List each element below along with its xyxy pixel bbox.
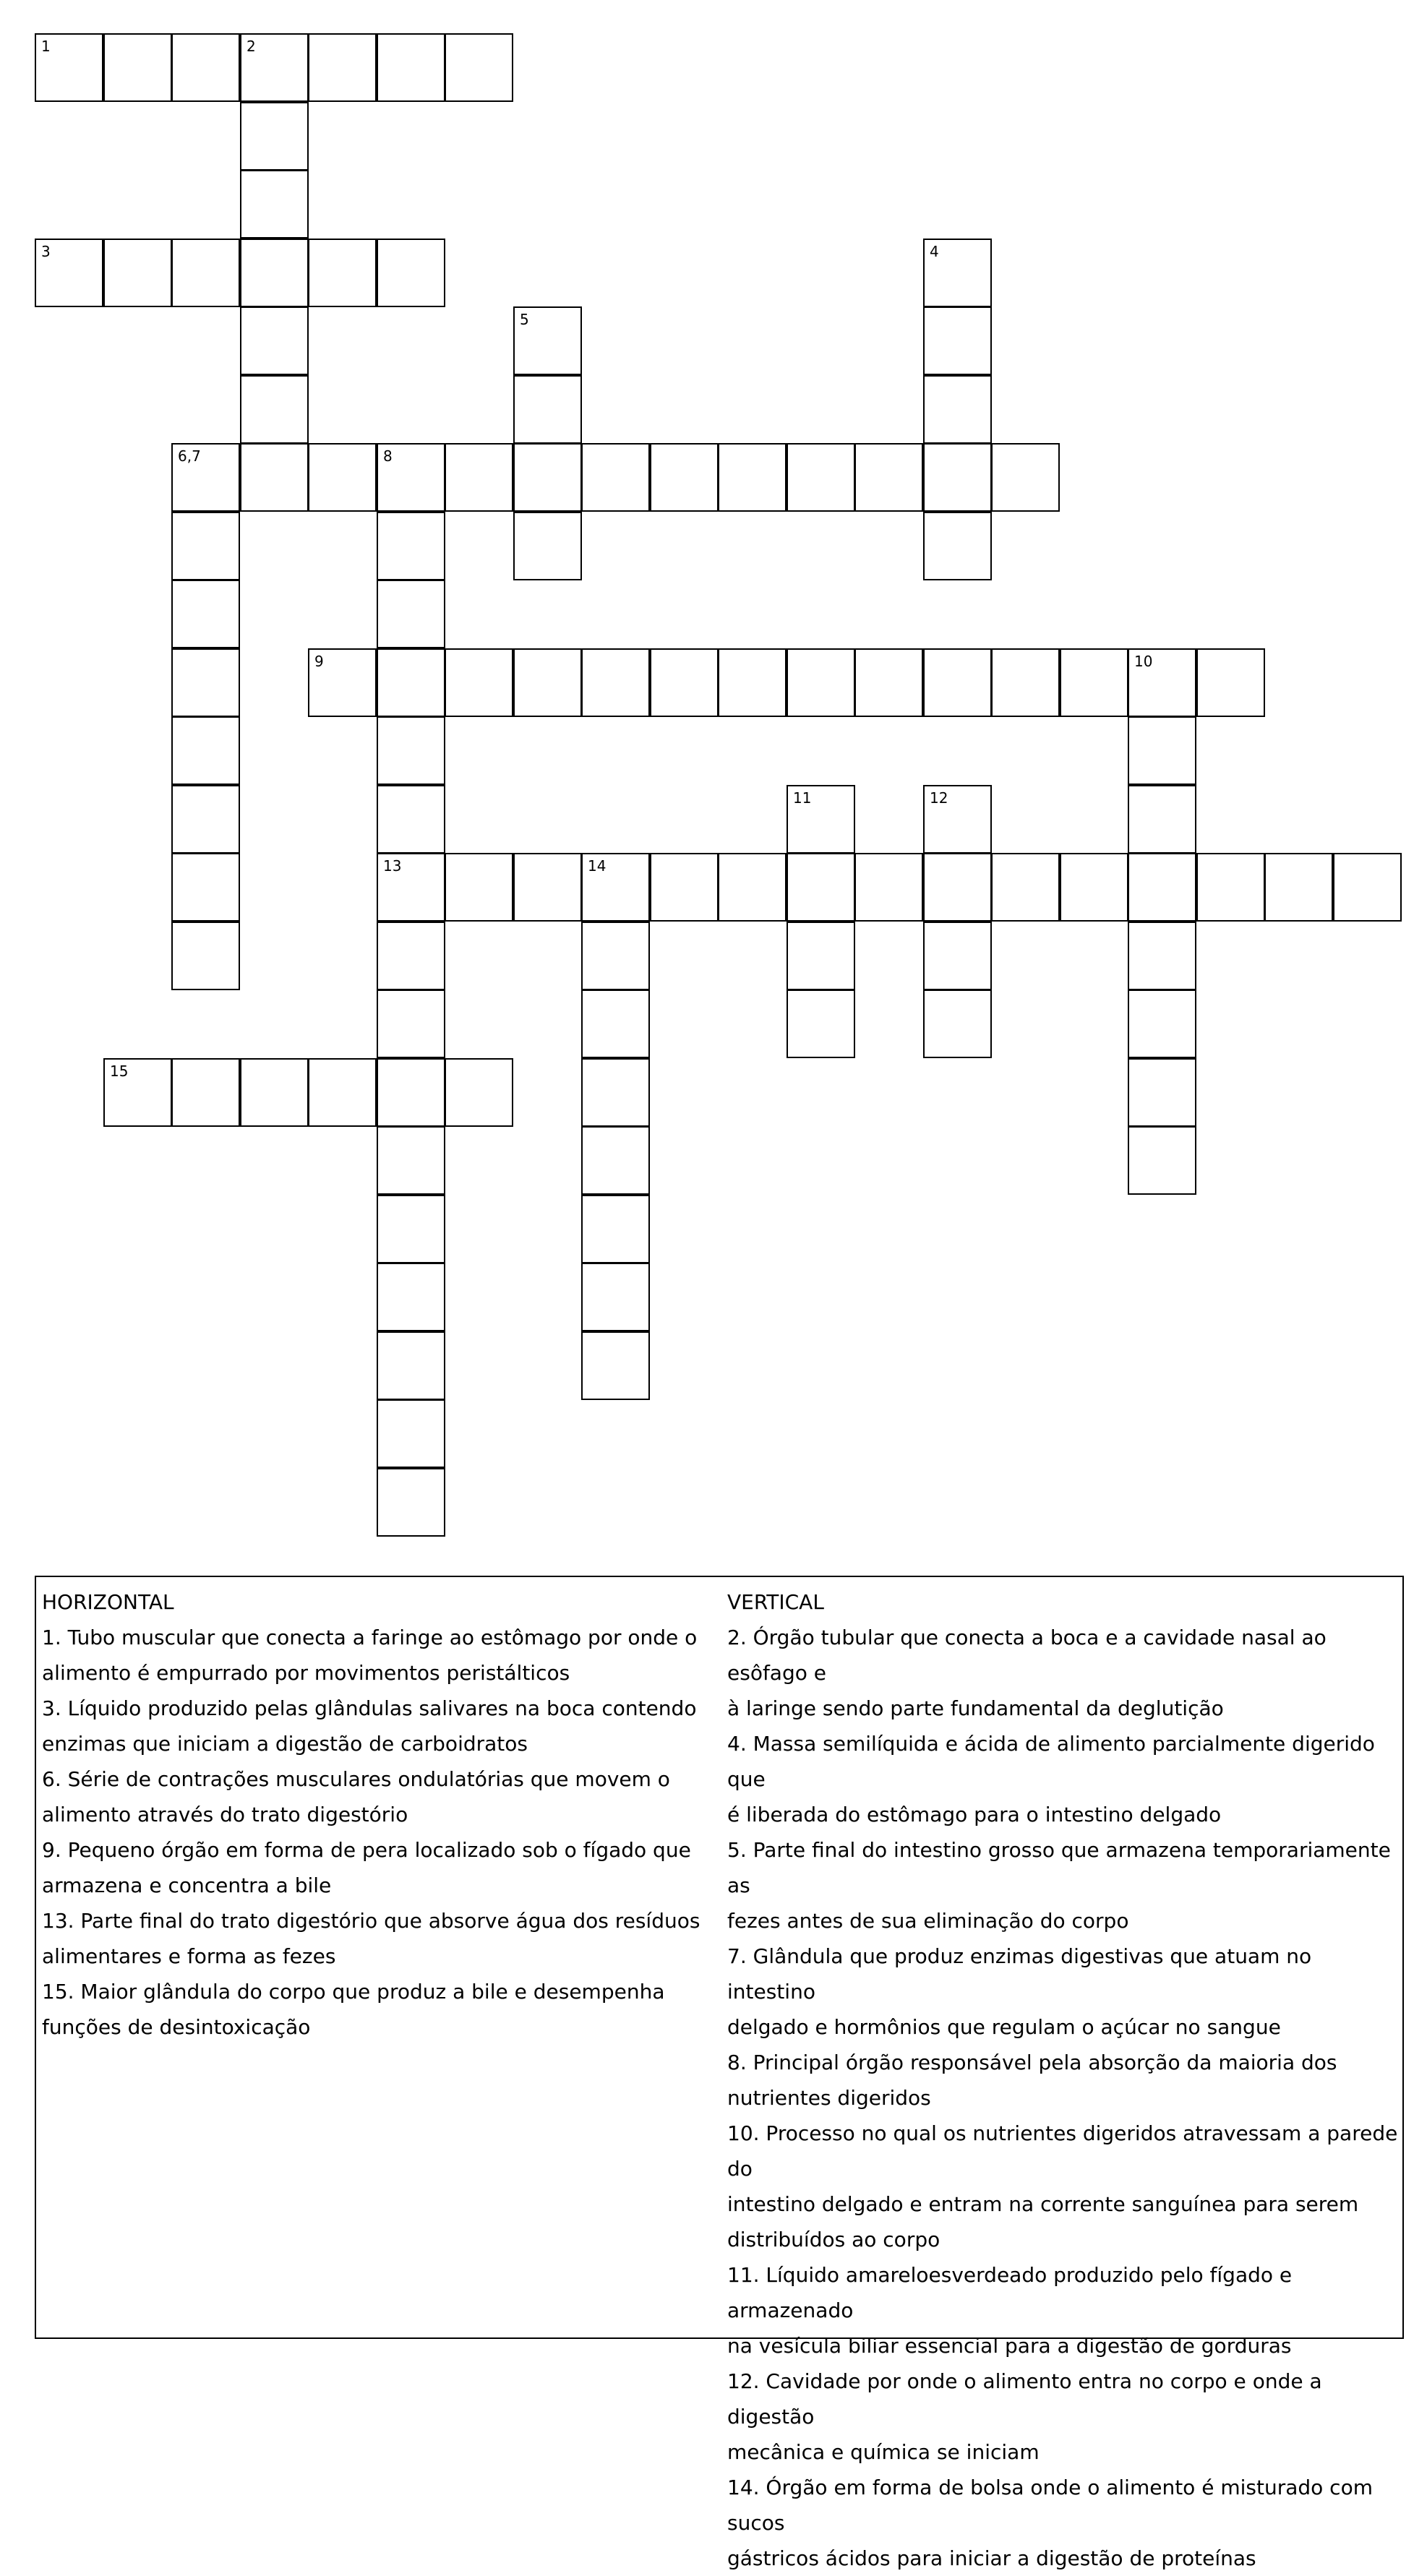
- crossword-cell[interactable]: [787, 648, 855, 717]
- clue-line: na vesícula biliar essencial para a digestão de gorduras: [727, 2334, 1292, 2358]
- clue-line: à laringe sendo parte fundamental da deglutição: [727, 1696, 1224, 1720]
- crossword-cell[interactable]: [1333, 853, 1402, 922]
- crossword-cell[interactable]: [787, 785, 855, 854]
- crossword-cell[interactable]: [854, 443, 923, 512]
- crossword-cell[interactable]: [581, 922, 650, 990]
- clue-line: mecânica e química se iniciam: [727, 2440, 1040, 2464]
- clue-line: 13. Parte final do trato digestório que absorve água dos resíduos: [42, 1909, 700, 1933]
- crossword-cell[interactable]: [377, 1058, 445, 1127]
- clue-line: funções de desintoxicação: [42, 2015, 311, 2039]
- clue-line: 1. Tubo muscular que conecta a faringe ao estômago por onde o: [42, 1626, 698, 1649]
- crossword-cell[interactable]: [445, 648, 513, 717]
- crossword-cell[interactable]: [581, 1195, 650, 1263]
- crossword-cell[interactable]: [103, 239, 172, 307]
- crossword-cell[interactable]: [854, 853, 923, 922]
- crossword-cell[interactable]: [854, 648, 923, 717]
- crossword-cell[interactable]: [240, 306, 309, 375]
- crossword-cell[interactable]: [171, 1058, 240, 1127]
- crossword-cell[interactable]: [923, 989, 992, 1058]
- crossword-cell[interactable]: [581, 1263, 650, 1331]
- crossword-cell[interactable]: [103, 33, 172, 102]
- crossword-cell[interactable]: [377, 785, 445, 854]
- crossword-cell[interactable]: [650, 443, 719, 512]
- crossword-cell[interactable]: [171, 239, 240, 307]
- clue-line: 4. Massa semilíquida e ácida de alimento parcialmente digerido que: [727, 1732, 1375, 1791]
- crossword-cell[interactable]: [513, 512, 582, 580]
- clue-line: enzimas que iniciam a digestão de carboidratos: [42, 1732, 528, 1756]
- clue-number: 6,7: [178, 447, 201, 465]
- crossword-cell[interactable]: [787, 922, 855, 990]
- crossword-cell[interactable]: [1128, 922, 1196, 990]
- crossword-cell[interactable]: [923, 785, 992, 854]
- crossword-cell[interactable]: [377, 443, 445, 512]
- crossword-cell[interactable]: [240, 33, 309, 102]
- crossword-cell[interactable]: [240, 1058, 309, 1127]
- crossword-cell[interactable]: [377, 1263, 445, 1331]
- crossword-cell[interactable]: [650, 853, 719, 922]
- crossword-cell[interactable]: [35, 33, 103, 102]
- crossword-cell[interactable]: [513, 443, 582, 512]
- crossword-cell[interactable]: [377, 648, 445, 717]
- clues-panel: [35, 1576, 1404, 2570]
- clue-number: 13: [383, 857, 402, 875]
- crossword-cell[interactable]: [1128, 989, 1196, 1058]
- crossword-cell[interactable]: [1060, 853, 1128, 922]
- crossword-cell[interactable]: [923, 239, 992, 307]
- clue-line: fezes antes de sua eliminação do corpo: [727, 1909, 1129, 1933]
- clue-number: 2: [247, 38, 256, 55]
- crossword-cell[interactable]: [308, 648, 377, 717]
- crossword-cell[interactable]: [513, 306, 582, 375]
- clue-number: 14: [588, 857, 607, 875]
- crossword-cell[interactable]: [581, 1331, 650, 1400]
- crossword-cell[interactable]: [377, 1195, 445, 1263]
- horizontal-clues-column: [42, 1584, 707, 2045]
- crossword-cell[interactable]: [171, 853, 240, 922]
- clue-number: 1: [41, 38, 51, 55]
- clue-line: 10. Processo no qual os nutrientes digeridos atravessam a parede do: [727, 2121, 1398, 2181]
- crossword-cell[interactable]: [923, 853, 992, 922]
- crossword-cell[interactable]: [308, 33, 377, 102]
- clue-number: 12: [930, 789, 948, 807]
- clue-line: 11. Líquido amareloesverdeado produzido pelo fígado e armazenado: [727, 2263, 1293, 2322]
- clue-line: armazena e concentra a bile: [42, 1873, 332, 1897]
- clue-number: 10: [1134, 653, 1153, 670]
- crossword-cell[interactable]: [718, 443, 787, 512]
- crossword-cell[interactable]: [991, 853, 1060, 922]
- crossword-cell[interactable]: [513, 648, 582, 717]
- clue-line: 5. Parte final do intestino grosso que armazena temporariamente as: [727, 1838, 1391, 1897]
- crossword-cell[interactable]: [923, 375, 992, 444]
- crossword-cell[interactable]: [1128, 853, 1196, 922]
- crossword-cell[interactable]: [581, 648, 650, 717]
- crossword-cell[interactable]: [1128, 785, 1196, 854]
- crossword-cell[interactable]: [718, 853, 787, 922]
- crossword-cell[interactable]: [445, 853, 513, 922]
- crossword-cell[interactable]: [308, 239, 377, 307]
- crossword-cell[interactable]: [377, 512, 445, 580]
- clue-line: 2. Órgão tubular que conecta a boca e a cavidade nasal ao esôfago e: [727, 1626, 1327, 1685]
- crossword-cell[interactable]: [377, 1468, 445, 1537]
- crossword-cell[interactable]: [581, 1126, 650, 1195]
- crossword-cell[interactable]: [1128, 648, 1196, 717]
- crossword-cell[interactable]: [1128, 716, 1196, 785]
- crossword-cell[interactable]: [1060, 648, 1128, 717]
- clue-line: 12. Cavidade por onde o alimento entra no corpo e onde a digestão: [727, 2369, 1322, 2429]
- crossword-cell[interactable]: [787, 853, 855, 922]
- crossword-cell[interactable]: [308, 443, 377, 512]
- crossword-cell[interactable]: [377, 853, 445, 922]
- crossword-cell[interactable]: [445, 1058, 513, 1127]
- clue-line: alimentares e forma as fezes: [42, 1944, 336, 1968]
- crossword-cell[interactable]: [445, 33, 513, 102]
- crossword-cell[interactable]: [581, 989, 650, 1058]
- clue-number: 15: [110, 1062, 129, 1080]
- clue-line: 9. Pequeno órgão em forma de pera localizado sob o fígado que: [42, 1838, 691, 1862]
- clue-line: 3. Líquido produzido pelas glândulas salivares na boca contendo: [42, 1696, 697, 1720]
- crossword-cell[interactable]: [1264, 853, 1333, 922]
- crossword-cell[interactable]: [923, 512, 992, 580]
- crossword-cell[interactable]: [513, 853, 582, 922]
- crossword-cell[interactable]: [171, 443, 240, 512]
- crossword-cell[interactable]: [650, 648, 719, 717]
- clue-number: 8: [383, 447, 393, 465]
- crossword-cell[interactable]: [171, 785, 240, 854]
- crossword-cell[interactable]: [991, 443, 1060, 512]
- clue-line: delgado e hormônios que regulam o açúcar no sangue: [727, 2015, 1281, 2039]
- clue-line: alimento é empurrado por movimentos peristálticos: [42, 1661, 570, 1685]
- crossword-cell[interactable]: [1128, 1126, 1196, 1195]
- crossword-cell[interactable]: [240, 375, 309, 444]
- crossword-cell[interactable]: [377, 239, 445, 307]
- crossword-cell[interactable]: [718, 648, 787, 717]
- crossword-cell[interactable]: [377, 1126, 445, 1195]
- crossword-cell[interactable]: [377, 1399, 445, 1468]
- crossword-cell[interactable]: [240, 239, 309, 307]
- crossword-cell[interactable]: [35, 239, 103, 307]
- crossword-cell[interactable]: [377, 1331, 445, 1400]
- crossword-cell[interactable]: [1128, 1058, 1196, 1127]
- clue-line: alimento através do trato digestório: [42, 1803, 408, 1826]
- crossword-cell[interactable]: [377, 33, 445, 102]
- clue-line: é liberada do estômago para o intestino delgado: [727, 1803, 1222, 1826]
- clue-number: 11: [793, 789, 812, 807]
- clue-line: 8. Principal órgão responsável pela absorção da maioria dos: [727, 2051, 1337, 2074]
- clue-line: 14. Órgão em forma de bolsa onde o alimento é misturado com sucos: [727, 2476, 1373, 2535]
- clue-line: 15. Maior glândula do corpo que produz a bile e desempenha: [42, 1980, 665, 2004]
- crossword-cell[interactable]: [513, 375, 582, 444]
- clue-number: 9: [314, 653, 324, 670]
- crossword-cell[interactable]: [240, 170, 309, 239]
- crossword-cell[interactable]: [171, 512, 240, 580]
- crossword-cell[interactable]: [240, 443, 309, 512]
- crossword-cell[interactable]: [103, 1058, 172, 1127]
- clue-line: intestino delgado e entram na corrente sanguínea para serem: [727, 2192, 1359, 2216]
- crossword-cell[interactable]: [377, 580, 445, 648]
- crossword-cell[interactable]: [923, 922, 992, 990]
- crossword-cell[interactable]: [923, 443, 992, 512]
- crossword-cell[interactable]: [171, 716, 240, 785]
- horizontal-heading: HORIZONTAL: [42, 1590, 174, 1614]
- vertical-clues-column: [727, 1584, 1400, 2576]
- crossword-cell[interactable]: [581, 853, 650, 922]
- crossword-cell[interactable]: [445, 443, 513, 512]
- crossword-cell[interactable]: [171, 33, 240, 102]
- crossword-cell[interactable]: [377, 716, 445, 785]
- crossword-cell[interactable]: [240, 102, 309, 171]
- clue-line: nutrientes digeridos: [727, 2086, 931, 2110]
- crossword-cell[interactable]: [377, 922, 445, 990]
- clue-line: 7. Glândula que produz enzimas digestivas que atuam no intestino: [727, 1944, 1312, 2004]
- crossword-cell[interactable]: [787, 443, 855, 512]
- crossword-cell[interactable]: [581, 1058, 650, 1127]
- crossword-cell[interactable]: [171, 648, 240, 717]
- clue-number: 4: [930, 243, 939, 260]
- crossword-cell[interactable]: [991, 648, 1060, 717]
- crossword-cell[interactable]: [171, 580, 240, 648]
- crossword-cell[interactable]: [171, 922, 240, 990]
- crossword-cell[interactable]: [923, 306, 992, 375]
- crossword-cell[interactable]: [308, 1058, 377, 1127]
- crossword-cell[interactable]: [1196, 853, 1265, 922]
- clue-number: 3: [41, 243, 51, 260]
- crossword-cell[interactable]: [787, 989, 855, 1058]
- clue-number: 5: [520, 311, 529, 328]
- crossword-cell[interactable]: [581, 443, 650, 512]
- clue-line: 6. Série de contrações musculares ondulatórias que movem o: [42, 1767, 670, 1791]
- crossword-cell[interactable]: [923, 648, 992, 717]
- crossword-cell[interactable]: [1196, 648, 1265, 717]
- clue-line: gástricos ácidos para iniciar a digestão de proteínas: [727, 2546, 1256, 2570]
- vertical-heading: VERTICAL: [727, 1590, 824, 1614]
- clue-line: distribuídos ao corpo: [727, 2228, 940, 2251]
- crossword-cell[interactable]: [377, 989, 445, 1058]
